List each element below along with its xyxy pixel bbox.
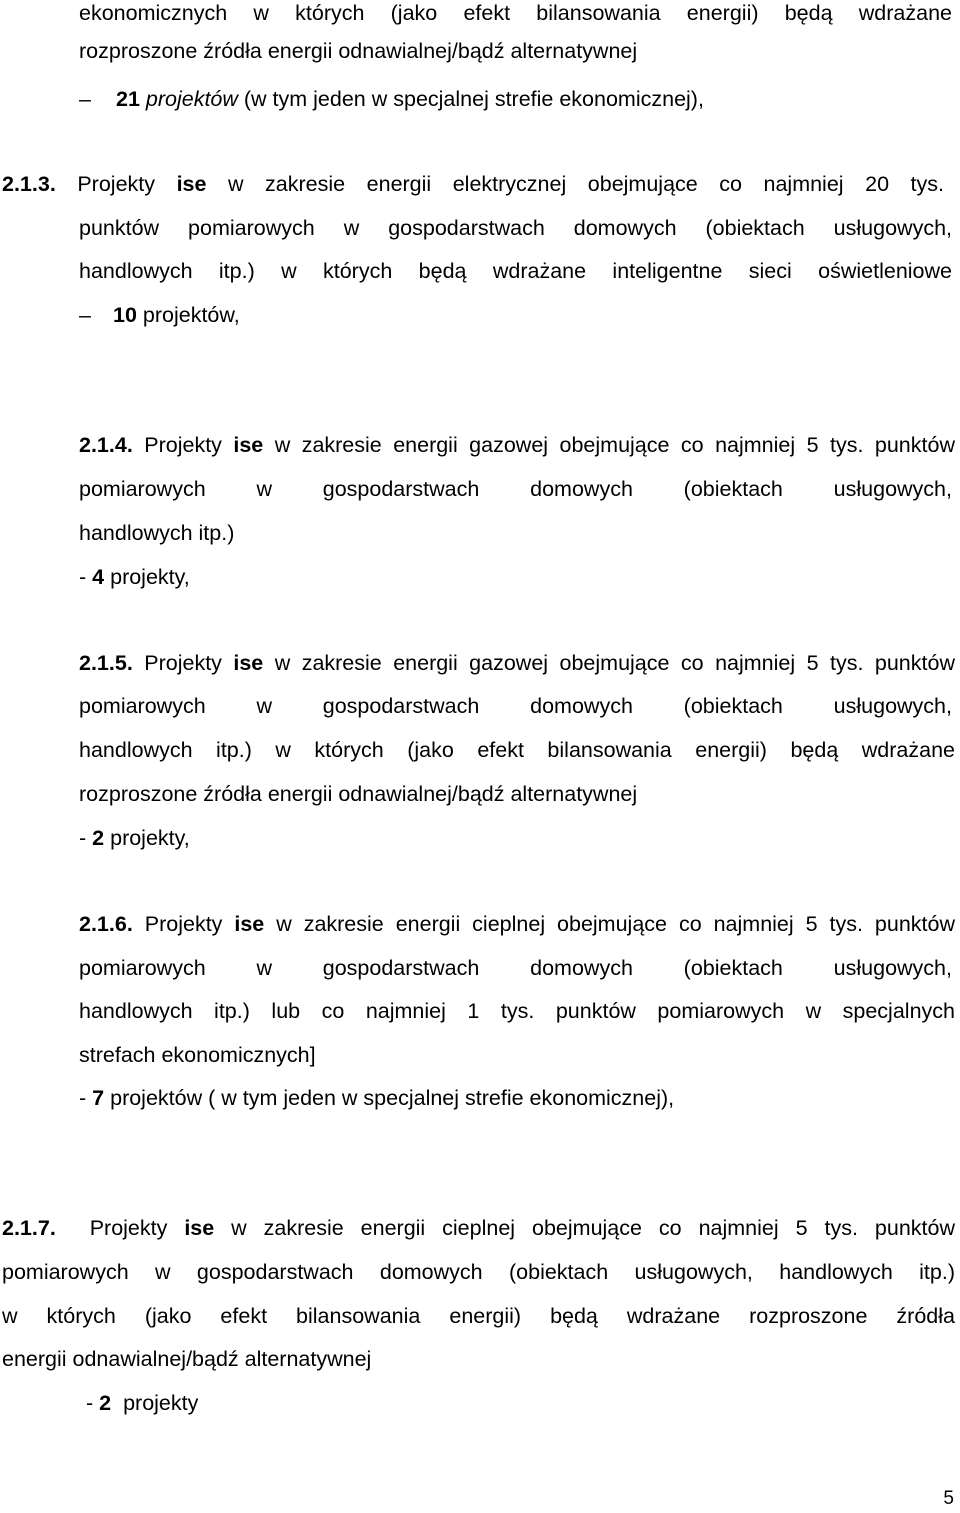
section-214-count-line (79, 564, 190, 590)
section-keyword: ise (234, 912, 265, 936)
section-214-line-2: pomiarowych w gospodarstwach domowych (obiektach usługowych, (79, 477, 952, 501)
count-tail: projektów ( w tym jeden w specjalnej strefie ekonomicznej), (110, 1086, 675, 1110)
count-dash: - (79, 565, 87, 589)
count-word: projektów (145, 87, 238, 111)
intro-count-line (79, 86, 704, 112)
count-dash: – (79, 303, 91, 327)
section-217-line-3: w których (jako efekt bilansowania energii) będą wdrażane rozproszone źródła (2, 1304, 955, 1328)
count-value: 10 (112, 303, 137, 327)
section-216-count-line (79, 1085, 674, 1111)
count-dash: - (79, 826, 87, 850)
count-value: 21 (115, 87, 140, 111)
count-tail: projektów, (142, 303, 240, 327)
count-value: 2 (92, 826, 105, 850)
section-number: 2.1.4. (79, 433, 133, 457)
section-lead: Projekty (89, 1216, 168, 1240)
section-217-line-1: 2.1.7. Projekty ise w zakresie energii cieplnej obejmujące co najmniej 5 tys. punktów (2, 1216, 955, 1240)
section-215-line-1: 2.1.5. Projekty ise w zakresie energii gazowej obejmujące co najmniej 5 tys. punktów (79, 651, 955, 675)
section-215-line-2: pomiarowych w gospodarstwach domowych (obiektach usługowych, (79, 694, 952, 718)
section-213-line-3: handlowych itp.) w których będą wdrażane inteligentne sieci oświetleniowe (79, 259, 952, 283)
count-dash: - (86, 1391, 94, 1415)
section-number: 2.1.5. (79, 651, 133, 675)
section-216-line-3: handlowych itp.) lub co najmniej 1 tys. punktów pomiarowych w specjalnych (79, 999, 955, 1023)
section-lead: Projekty (144, 433, 222, 457)
count-dash: - (79, 1086, 87, 1110)
section-215-line-4: rozproszone źródła energii odnawialnej/bądź alternatywnej (79, 782, 638, 806)
section-217-count-line (86, 1390, 198, 1416)
section-213-count-line (79, 302, 240, 328)
section-number: 2.1.6. (79, 912, 133, 936)
section-213-line-1: 2.1.3. Projekty ise w zakresie energii elektrycznej obejmujące co najmniej 20 tys. (2, 172, 945, 196)
count-tail: (w tym jeden w specjalnej strefie ekonomicznej), (243, 87, 704, 111)
section-217-line-4: energii odnawialnej/bądź alternatywnej (2, 1347, 372, 1371)
section-lead: Projekty (144, 651, 222, 675)
section-216-line-2: pomiarowych w gospodarstwach domowych (obiektach usługowych, (79, 956, 952, 980)
section-lead: Projekty (144, 912, 223, 936)
section-keyword: ise (233, 433, 264, 457)
intro-line-2: rozproszone źródła energii odnawialnej/bądź alternatywnej (79, 39, 638, 63)
section-number: 2.1.7. (2, 1216, 56, 1240)
section-216-line-1: 2.1.6. Projekty ise w zakresie energii cieplnej obejmujące co najmniej 5 tys. punktów (79, 912, 955, 936)
count-tail: projekty, (110, 826, 190, 850)
section-lead: Projekty (77, 172, 156, 196)
count-tail: projekty (123, 1391, 199, 1415)
intro-line-1: ekonomicznych w których (jako efekt bilansowania energii) będą wdrażane (79, 1, 952, 25)
section-214-line-3: handlowych itp.) (79, 521, 235, 545)
page-number: 5 (943, 1488, 954, 1509)
section-214-line-1: 2.1.4. Projekty ise w zakresie energii gazowej obejmujące co najmniej 5 tys. punktów (79, 433, 955, 457)
count-dash: – (79, 87, 91, 111)
count-value: 7 (92, 1086, 105, 1110)
count-value: 4 (92, 565, 105, 589)
section-217-line-2: pomiarowych w gospodarstwach domowych (obiektach usługowych, handlowych itp.) (2, 1260, 955, 1284)
section-keyword: ise (176, 172, 207, 196)
count-value: 2 (99, 1391, 112, 1415)
section-keyword: ise (184, 1216, 215, 1240)
section-215-count-line (79, 825, 190, 851)
section-216-line-4: strefach ekonomicznych] (79, 1043, 316, 1067)
count-tail: projekty, (110, 565, 190, 589)
section-213-line-2: punktów pomiarowych w gospodarstwach domowych (obiektach usługowych, (79, 216, 952, 240)
section-215-line-3: handlowych itp.) w których (jako efekt bilansowania energii) będą wdrażane (79, 738, 955, 762)
section-keyword: ise (233, 651, 264, 675)
section-number: 2.1.3. (2, 172, 56, 196)
